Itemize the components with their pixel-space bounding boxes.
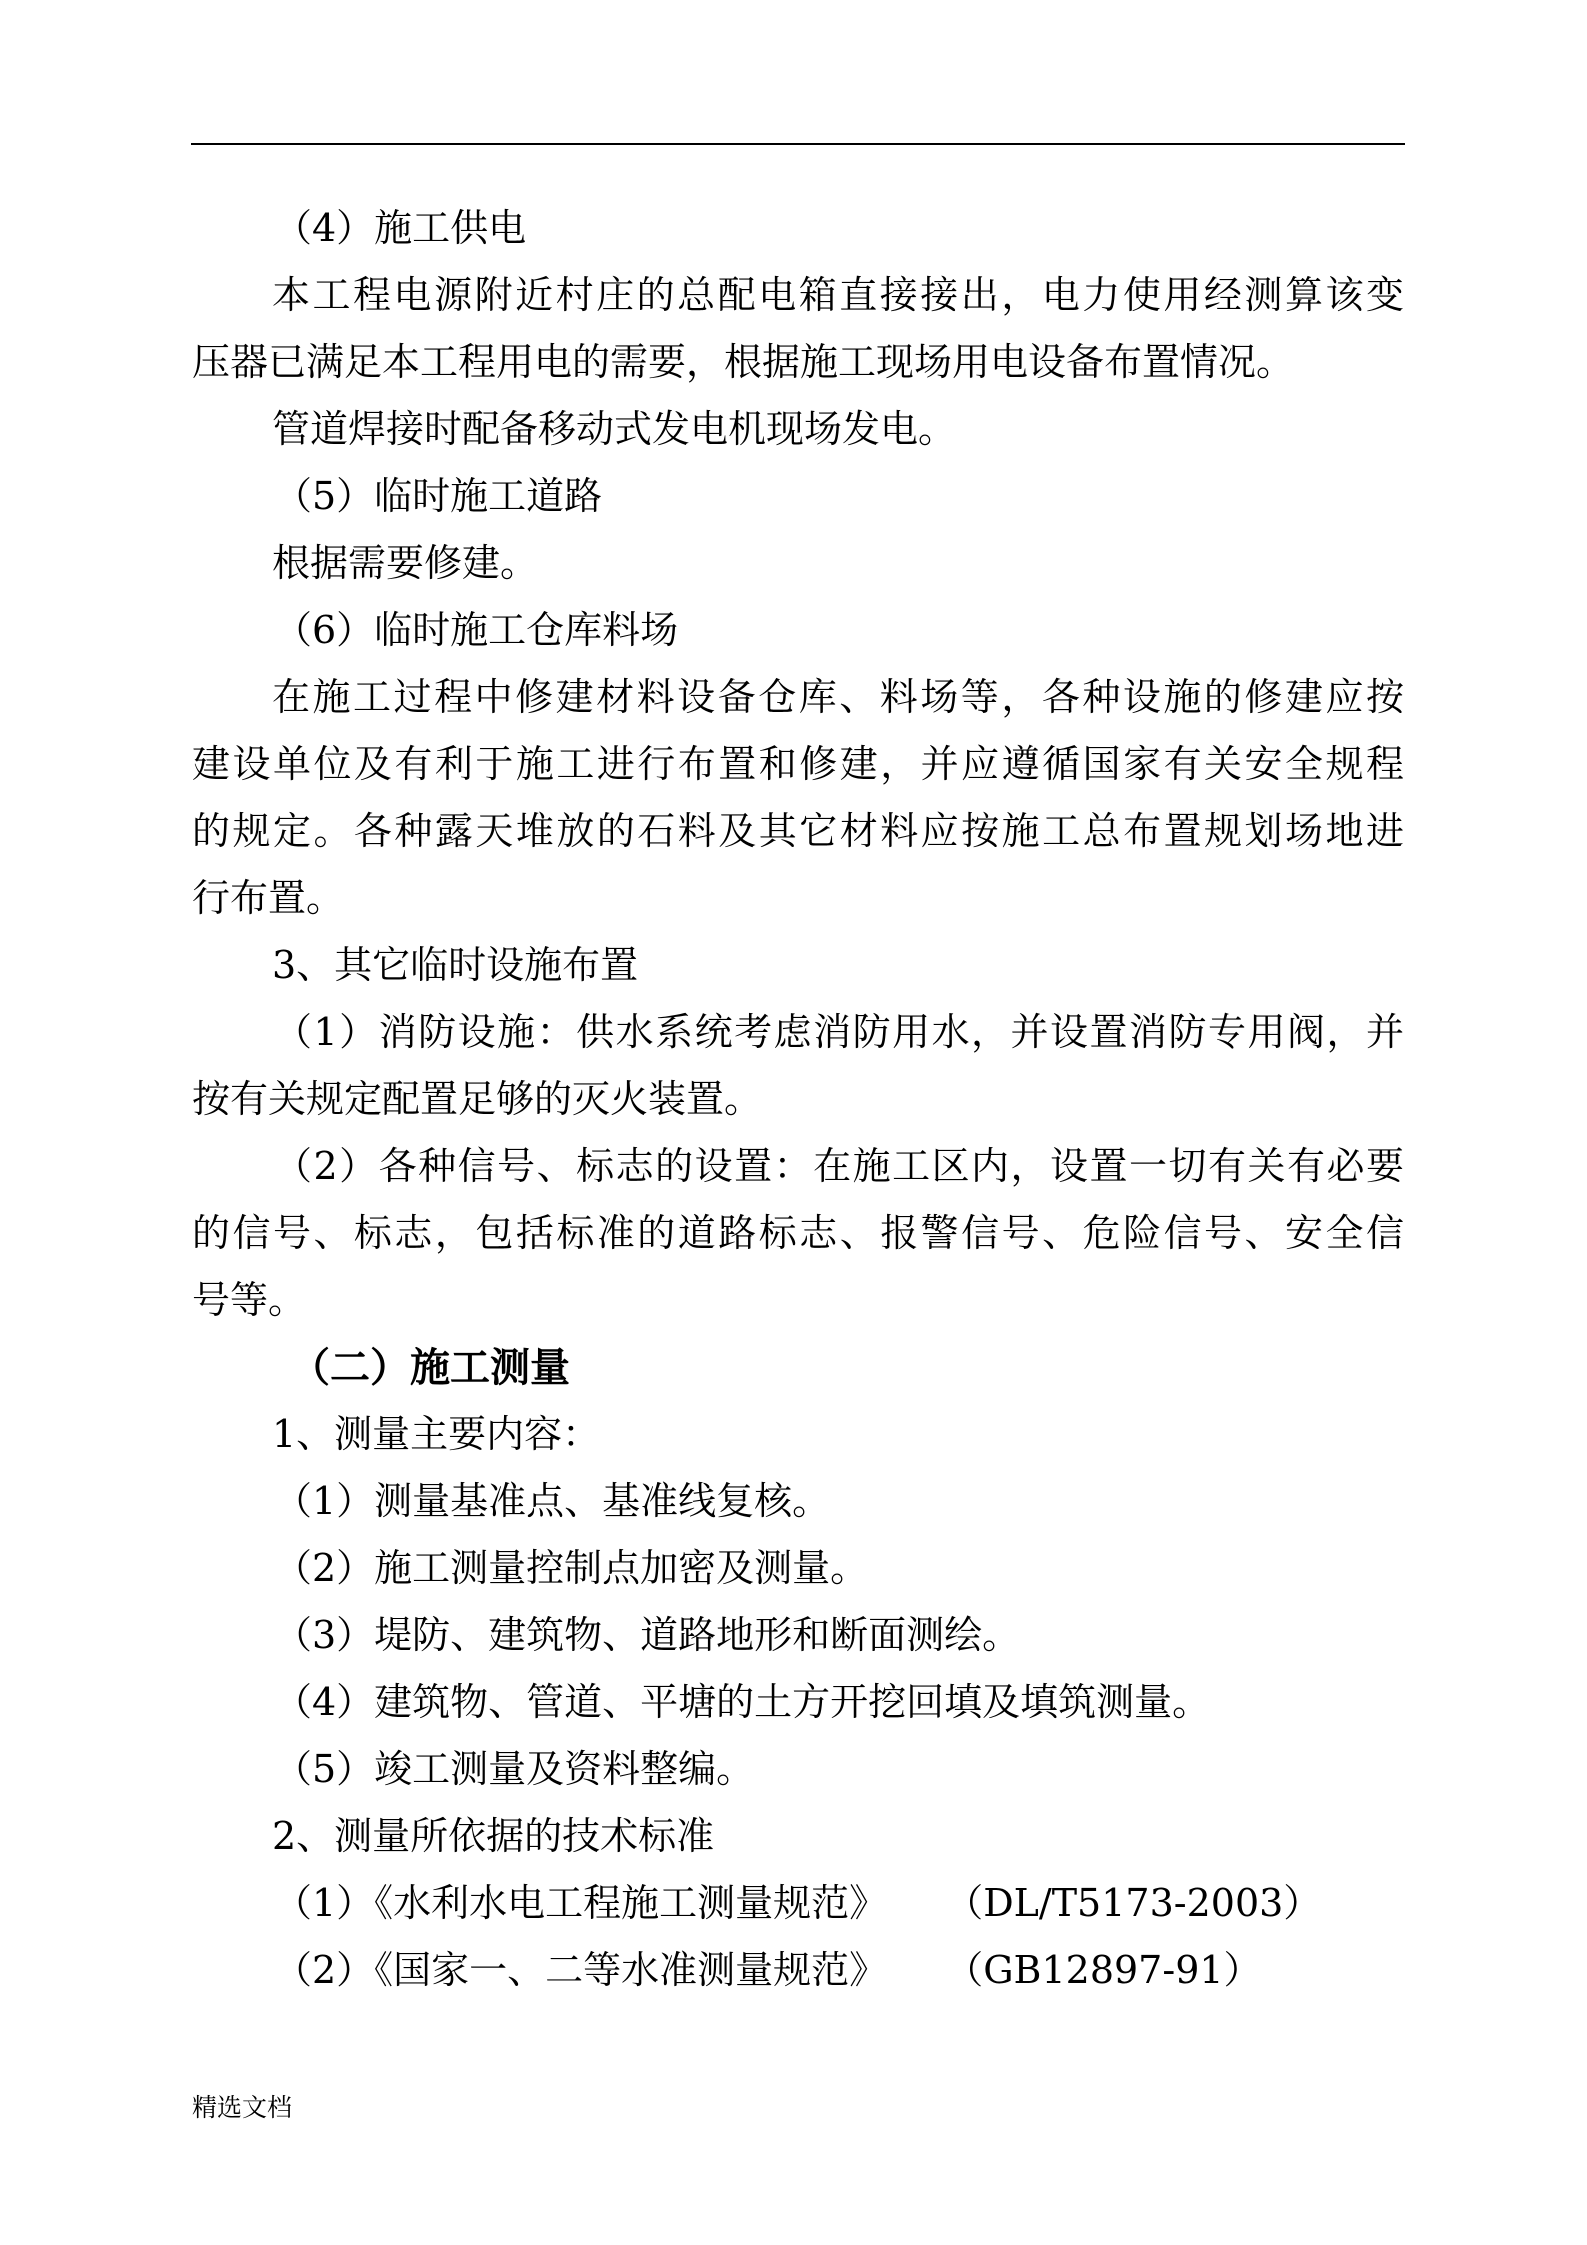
list-item: （1）测量基准点、基准线复核。 xyxy=(274,1479,831,1523)
list-item: （2）施工测量控制点加密及测量。 xyxy=(274,1546,869,1590)
subheading-power-supply: （4）施工供电 xyxy=(274,206,527,250)
list-item: （4）建筑物、管道、平塘的土方开挖回填及填筑测量。 xyxy=(274,1680,1211,1724)
paragraph-line: 的信号、标志，包括标准的道路标志、报警信号、危险信号、安全信 xyxy=(192,1211,1404,1255)
paragraph-line: 行布置。 xyxy=(192,876,345,920)
standard-reference xyxy=(192,1937,1404,2004)
paragraph-line: 压器已满足本工程用电的需要，根据施工现场用电设备布置情况。 xyxy=(192,340,1295,384)
paragraph-line: 的规定。各种露天堆放的石料及其它材料应按施工总布置规划场地进 xyxy=(192,809,1404,853)
subheading-survey-content: 1、测量主要内容： xyxy=(272,1412,601,1456)
paragraph-line: （1）消防设施：供水系统考虑消防用水，并设置消防专用阀，并 xyxy=(274,1010,1404,1054)
paragraph-line: 建设单位及有利于施工进行布置和修建，并应遵循国家有关安全规程 xyxy=(192,742,1404,786)
paragraph-line: 根据需要修建。 xyxy=(272,541,539,585)
subheading-warehouse: （6）临时施工仓库料场 xyxy=(274,608,679,652)
paragraph-line: 在施工过程中修建材料设备仓库、料场等，各种设施的修建应按 xyxy=(272,675,1404,719)
paragraph-line: 号等。 xyxy=(192,1278,307,1322)
standard-title: （1）《水利水电工程施工测量规范》 xyxy=(274,1881,888,1925)
list-item: （5）竣工测量及资料整编。 xyxy=(274,1747,755,1791)
paragraph-line: 管道焊接时配备移动式发电机现场发电。 xyxy=(272,407,957,451)
standard-reference xyxy=(192,1870,1404,1937)
header-rule xyxy=(191,143,1405,145)
paragraph-line: （2）各种信号、标志的设置：在施工区内，设置一切有关有必要 xyxy=(274,1144,1404,1188)
section-heading-survey: （二）施工测量 xyxy=(290,1344,570,1391)
footer-label: 精选文档 xyxy=(192,2093,293,2122)
subheading-standards: 2、测量所依据的技术标准 xyxy=(272,1814,715,1858)
paragraph-line: 本工程电源附近村庄的总配电箱直接接出，电力使用经测算该变 xyxy=(272,273,1404,317)
standard-code: （GB12897-91） xyxy=(945,1948,1262,1992)
standard-title: （2）《国家一、二等水准测量规范》 xyxy=(274,1948,888,1992)
paragraph-line: 按有关规定配置足够的灭火装置。 xyxy=(192,1077,763,1121)
list-item: （3）堤防、建筑物、道路地形和断面测绘。 xyxy=(274,1613,1021,1657)
document-body xyxy=(192,195,1404,2004)
standard-code: （DL/T5173-2003） xyxy=(945,1881,1322,1925)
subheading-other-facilities: 3、其它临时设施布置 xyxy=(272,943,639,987)
subheading-temporary-road: （5）临时施工道路 xyxy=(274,474,603,518)
